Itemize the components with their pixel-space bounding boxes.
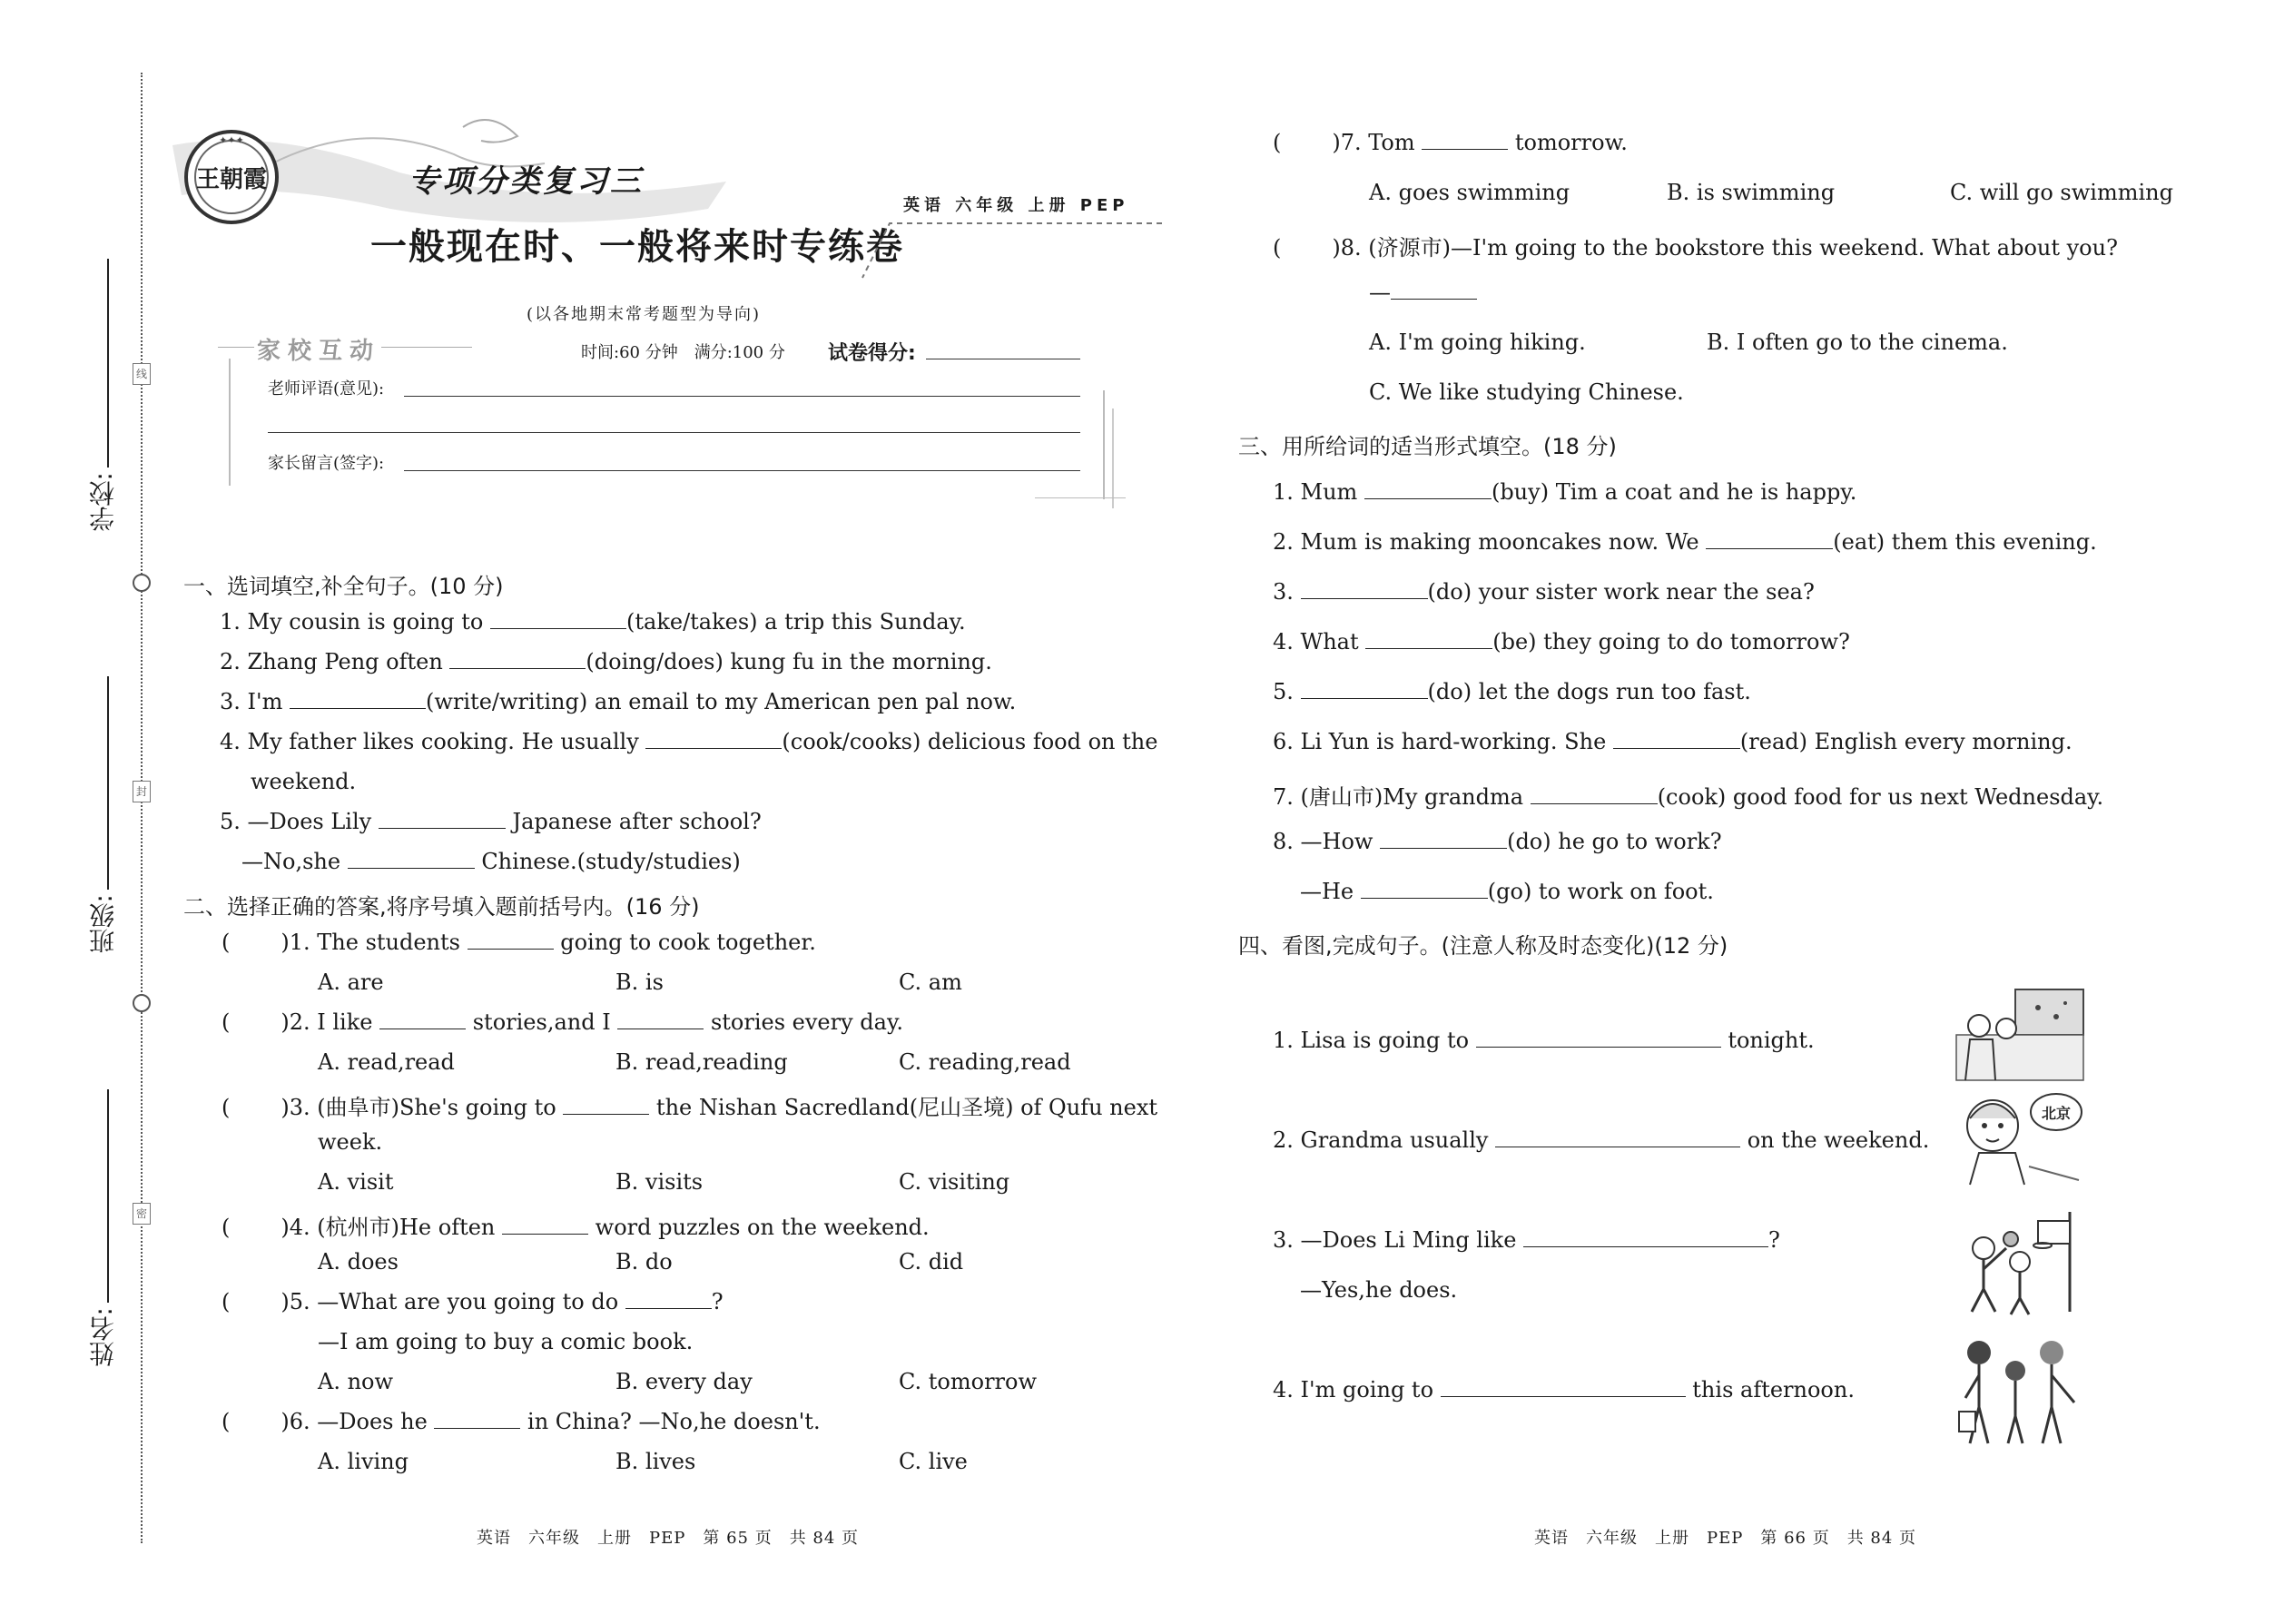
s2-q3-b[interactable]: B. visits [615,1169,704,1195]
teacher-comment-field[interactable] [404,396,1080,397]
s2-q4-b[interactable]: B. do [615,1249,673,1275]
s2-q8: ( )8. (济源市)—I'm going to the bookstore this weekend. What about you? [1273,235,2118,261]
s2-q7-c[interactable]: C. will go swimming [1950,180,2173,205]
answer-blank[interactable] [1380,847,1507,849]
s3-q6: 6. Li Yun is hard-working. She (read) English every morning. [1273,729,2072,754]
box-border [1112,408,1114,508]
picture-basketball [1952,1207,2088,1316]
answer-blank[interactable] [1613,747,1740,749]
section4-title: 四、看图,完成句子。(注意人称及时态变化)(12 分) [1238,933,1728,959]
binding-hole-icon [133,994,151,1012]
s1-q1: 1. My cousin is going to (take/takes) a trip this Sunday. [220,609,966,635]
s2-q6-a[interactable]: A. living [318,1449,409,1474]
s2-q6-c[interactable]: C. live [899,1449,968,1474]
s2-q5-b[interactable]: B. every day [615,1369,753,1394]
family-school-label: 家校互动 [257,338,381,365]
answer-blank[interactable] [1365,647,1492,649]
s1-q5: 5. —Does Lily Japanese after school? [220,809,762,834]
section1-title: 一、选词填空,补全句子。(10 分) [183,574,504,599]
answer-blank[interactable] [1476,1046,1721,1048]
class-field-line[interactable] [107,676,109,890]
s1-q5-reply: —No,she Chinese.(study/studies) [241,849,741,874]
answer-blank [563,1113,649,1115]
svg-text:✦✦✦: ✦✦✦ [219,134,244,146]
s2-q1: ( )1. The students going to cook together. [222,930,816,955]
teacher-comment-label: 老师评语(意见): [268,379,385,399]
s2-q8-reply: — [1369,280,1477,305]
margin-tag: 线 [133,363,151,385]
s2-q2-b[interactable]: B. read,reading [615,1049,788,1075]
s2-q4: ( )4. (杭州市)He often word puzzles on the weekend. [222,1215,930,1240]
box-border [1103,390,1105,499]
s2-q3-c[interactable]: C. visiting [899,1169,1010,1195]
teacher-comment-field-2[interactable] [268,432,1080,433]
answer-blank[interactable] [379,827,506,829]
school-label: 学校: [88,472,118,532]
s1-q3: 3. I'm (write/writing) an email to my American pen pal now. [220,689,1017,714]
footer-left: 英语 六年级 上册 PEP 第 65 页 共 84 页 [477,1529,860,1548]
school-field-line[interactable] [107,259,109,468]
s2-q6: ( )6. —Does he in China? —No,he doesn't. [222,1409,821,1434]
s2-q5-reply: —I am going to buy a comic book. [318,1329,694,1354]
answer-blank[interactable] [449,667,586,669]
time-score: 时间:60 分钟 满分:100 分 [581,343,785,362]
s2-q7-a[interactable]: A. goes swimming [1369,180,1570,205]
s3-q4: 4. What (be) they going to do tomorrow? [1273,629,1850,655]
main-title: 一般现在时、一般将来时专练卷 [370,225,904,268]
s4-q3: 3. —Does Li Ming like ? [1273,1227,1780,1253]
picture-grandma-travel [1952,1089,2088,1189]
name-field-line[interactable] [107,1089,109,1303]
answer-blank [468,948,554,950]
answer-blank[interactable] [1301,597,1428,599]
s2-q4-c[interactable]: C. did [899,1249,964,1275]
answer-blank[interactable] [1361,897,1488,899]
divider [381,347,472,348]
s1-q2: 2. Zhang Peng often (doing/does) kung fu in the morning. [220,649,992,674]
s4-q2: 2. Grandma usually on the weekend. [1273,1127,1930,1153]
answer-blank[interactable] [1495,1146,1740,1147]
s2-q3-cont: week. [318,1129,383,1155]
parent-comment-label: 家长留言(签字): [268,454,385,473]
answer-blank[interactable] [1441,1395,1686,1397]
s2-q8-a[interactable]: A. I'm going hiking. [1369,330,1586,355]
answer-blank [625,1307,712,1309]
picture-cinema [1952,985,2088,1085]
s3-q7: 7. (唐山市)My grandma (cook) good food for us next Wednesday. [1273,784,2104,810]
answer-blank[interactable] [348,867,475,869]
s2-q8-c[interactable]: C. We like studying Chinese. [1369,379,1684,405]
s3-q8-reply: —He (go) to work on foot. [1300,879,1714,904]
binding-hole-icon [133,574,151,592]
s3-q3: 3. (do) your sister work near the sea? [1273,579,1815,605]
s2-q4-a[interactable]: A. does [318,1249,399,1275]
s1-q4-cont: weekend. [251,769,357,794]
series-title: 专项分类复习三 [409,163,644,200]
section2-title: 二、选择正确的答案,将序号填入题前括号内。(16 分) [183,894,700,920]
margin-tag: 封 [133,781,151,802]
box-border [229,359,231,486]
parent-comment-field[interactable] [404,470,1080,471]
divider [218,347,254,348]
s2-q2-a[interactable]: A. read,read [318,1049,455,1075]
s2-q7-b[interactable]: B. is swimming [1667,180,1836,205]
answer-blank[interactable] [290,707,426,709]
wangchaoxia-logo [182,127,281,227]
s2-q8-b[interactable]: B. I often go to the cinema. [1707,330,2008,355]
section3-title: 三、用所给词的适当形式填空。(18 分) [1238,434,1617,459]
answer-blank [502,1233,588,1235]
s2-q1-a[interactable]: A. are [318,969,384,995]
answer-blank[interactable] [1301,697,1428,699]
s2-q6-b[interactable]: B. lives [615,1449,696,1474]
s2-q5-c[interactable]: C. tomorrow [899,1369,1038,1394]
box-border [1035,497,1126,498]
answer-blank [379,1028,466,1029]
picture-family-walk [1952,1330,2088,1448]
subject-tag: 英语 六年级 上册 PEP [903,196,1129,215]
score-label: 试卷得分: [828,342,916,365]
title-dashed-line [853,214,1171,287]
s4-q1: 1. Lisa is going to tonight. [1273,1028,1815,1053]
s2-q1-b[interactable]: B. is [615,969,664,995]
answer-blank[interactable] [1523,1245,1768,1247]
answer-blank [617,1028,704,1029]
s3-q2: 2. Mum is making mooncakes now. We (eat) them this evening. [1273,529,2097,555]
s2-q2: ( )2. I like stories,and I stories every day. [222,1009,903,1035]
s4-q4: 4. I'm going to this afternoon. [1273,1377,1855,1403]
s2-q5-a[interactable]: A. now [318,1369,394,1394]
answer-blank[interactable] [490,627,626,629]
s1-q4: 4. My father likes cooking. He usually (cook/cooks) delicious food on the [220,729,1158,754]
answer-blank[interactable] [1364,497,1492,499]
s3-q5: 5. (do) let the dogs run too fast. [1273,679,1751,704]
s2-q3: ( )3. (曲阜市)She's going to the Nishan Sacredland(尼山圣境) of Qufu next [222,1095,1157,1120]
s2-q1-c[interactable]: C. am [899,969,962,995]
s3-q1: 1. Mum (buy) Tim a coat and he is happy. [1273,479,1857,505]
s3-q8: 8. —How (do) he go to work? [1273,829,1722,854]
svg-text:王朝霞: 王朝霞 [195,166,268,193]
answer-blank[interactable] [1706,547,1833,549]
answer-blank [434,1427,520,1429]
margin-tag: 密 [133,1203,151,1225]
bubble-text: 北京 [2041,1105,2072,1122]
guide-text: (以各地期末常考题型为导向) [527,305,762,324]
answer-blank[interactable] [645,747,782,749]
name-label: 姓名: [88,1307,118,1367]
s2-q5: ( )5. —What are you going to do ? [222,1289,724,1314]
answer-blank [1391,298,1477,300]
s2-q7: ( )7. Tom tomorrow. [1273,130,1628,155]
s2-q3-a[interactable]: A. visit [318,1169,394,1195]
footer-right: 英语 六年级 上册 PEP 第 66 页 共 84 页 [1534,1529,1917,1548]
s4-q3-reply: —Yes,he does. [1300,1277,1458,1303]
binding-dotted-line [141,73,143,1543]
class-label: 班级: [88,894,118,954]
s2-q2-c[interactable]: C. reading,read [899,1049,1071,1075]
answer-blank [1422,148,1508,150]
answer-blank[interactable] [1531,802,1658,804]
